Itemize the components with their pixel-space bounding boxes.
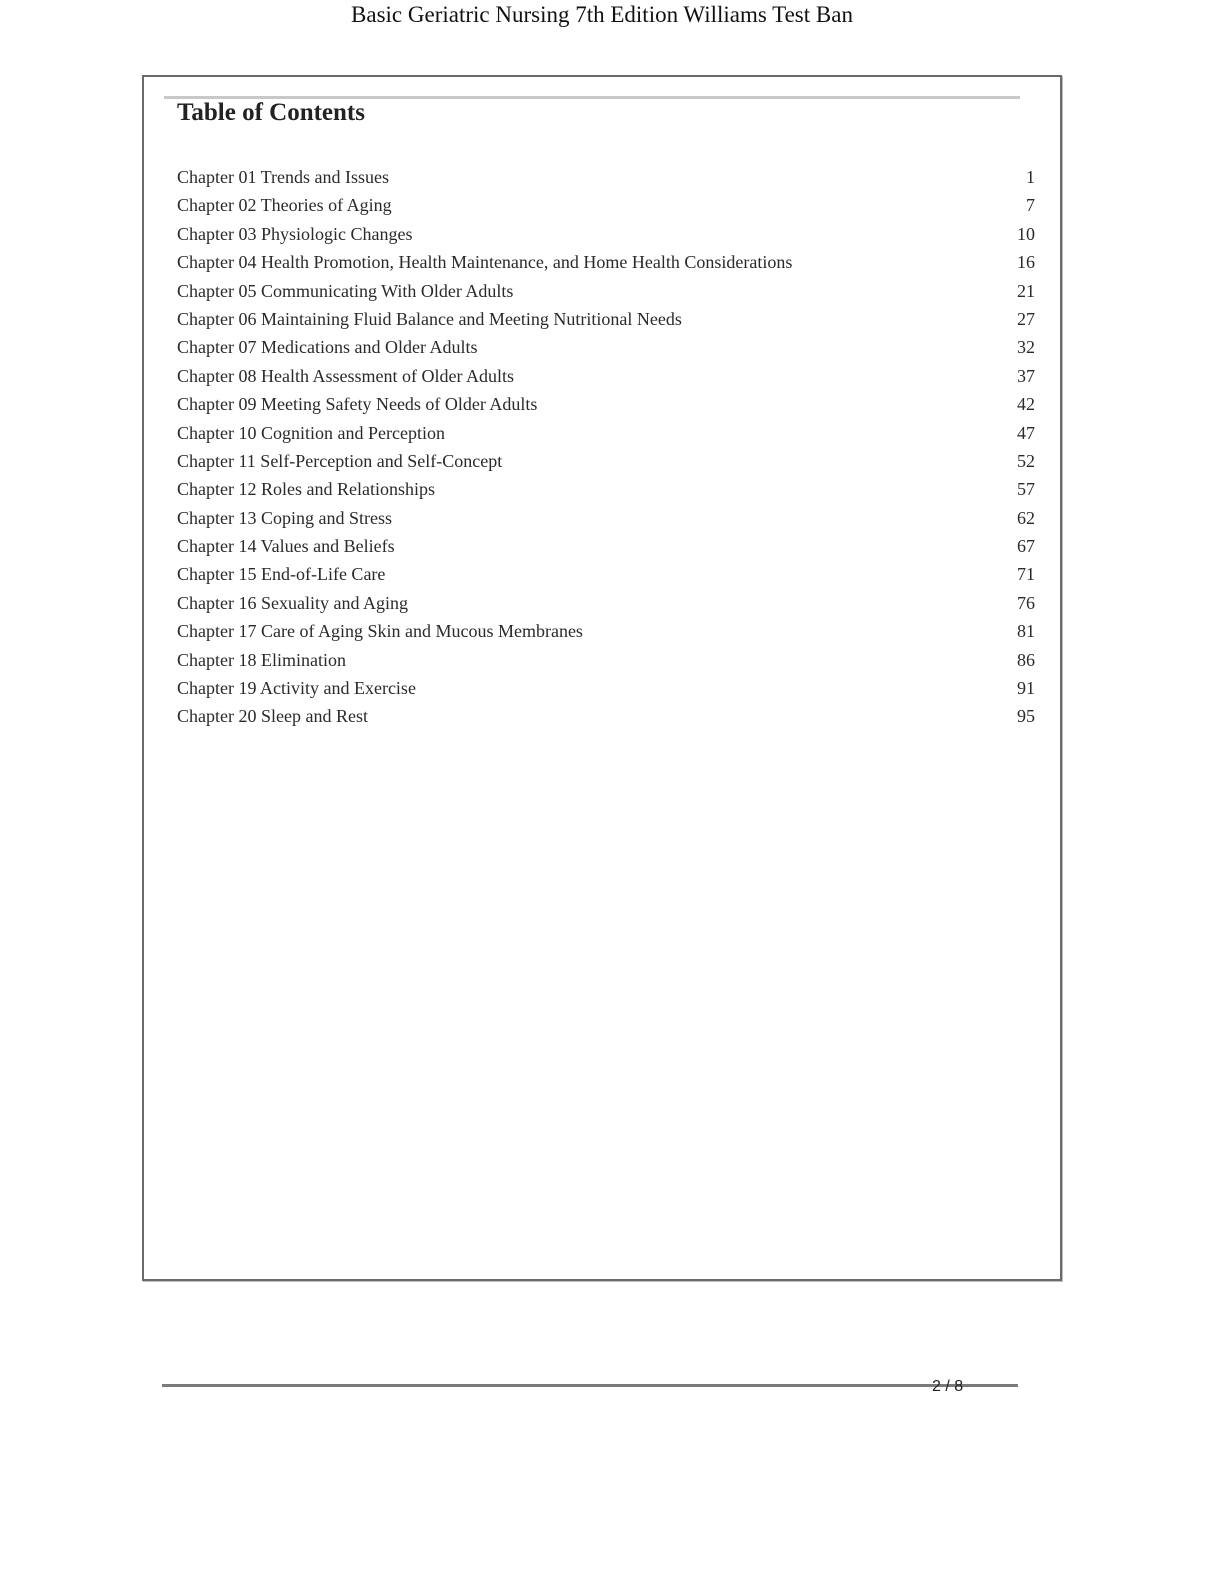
footer-rule <box>162 1384 1018 1387</box>
toc-entry[interactable] <box>177 650 1035 678</box>
toc-entry[interactable] <box>177 678 1035 706</box>
toc-list <box>177 167 1035 735</box>
toc-entry[interactable] <box>177 309 1035 337</box>
toc-entry-label: Chapter 20 Sleep and Rest <box>177 706 368 727</box>
toc-entry-label: Chapter 09 Meeting Safety Needs of Older Adults <box>177 394 538 415</box>
toc-entry[interactable] <box>177 706 1035 734</box>
toc-entry-page: 91 <box>1017 678 1035 699</box>
toc-entry-page: 21 <box>1017 280 1035 301</box>
toc-entry-page: 37 <box>1017 365 1035 386</box>
toc-entry-page: 42 <box>1017 394 1035 415</box>
toc-entry[interactable] <box>177 167 1035 195</box>
toc-entry-label: Chapter 17 Care of Aging Skin and Mucous Membranes <box>177 621 583 642</box>
toc-entry[interactable] <box>177 451 1035 479</box>
toc-entry-page: 7 <box>1026 195 1035 216</box>
toc-entry-label: Chapter 11 Self-Perception and Self-Concept <box>177 450 503 471</box>
toc-entry-label: Chapter 06 Maintaining Fluid Balance and Meeting Nutritional Needs <box>177 308 682 329</box>
toc-entry[interactable] <box>177 394 1035 422</box>
toc-entry-page: 71 <box>1017 564 1035 585</box>
toc-entry-label: Chapter 03 Physiologic Changes <box>177 223 413 244</box>
toc-entry[interactable] <box>177 593 1035 621</box>
toc-entry[interactable] <box>177 564 1035 592</box>
toc-entry-page: 86 <box>1017 649 1035 670</box>
toc-entry[interactable] <box>177 195 1035 223</box>
toc-entry-label: Chapter 14 Values and Beliefs <box>177 536 395 557</box>
toc-entry-label: Chapter 05 Communicating With Older Adults <box>177 280 514 301</box>
toc-entry-label: Chapter 02 Theories of Aging <box>177 195 392 216</box>
toc-entry[interactable] <box>177 621 1035 649</box>
toc-entry-page: 67 <box>1017 536 1035 557</box>
toc-entry-page: 57 <box>1017 479 1035 500</box>
toc-entry-page: 27 <box>1017 308 1035 329</box>
toc-entry-page: 76 <box>1017 592 1035 613</box>
toc-entry-page: 62 <box>1017 507 1035 528</box>
toc-entry-label: Chapter 15 End-of-Life Care <box>177 564 386 585</box>
toc-entry-page: 81 <box>1017 621 1035 642</box>
page-indicator: 2 / 8 <box>932 1378 964 1395</box>
page-indicator-clip <box>932 1378 982 1396</box>
toc-entry-page: 95 <box>1017 706 1035 727</box>
page-frame <box>142 75 1062 1281</box>
toc-entry[interactable] <box>177 366 1035 394</box>
toc-entry-page: 52 <box>1017 450 1035 471</box>
toc-entry-page: 47 <box>1017 422 1035 443</box>
toc-entry-label: Chapter 10 Cognition and Perception <box>177 422 445 443</box>
toc-entry-label: Chapter 16 Sexuality and Aging <box>177 592 408 613</box>
toc-entry-page: 10 <box>1017 223 1035 244</box>
toc-title: Table of Contents <box>177 99 365 126</box>
toc-entry-label: Chapter 07 Medications and Older Adults <box>177 337 478 358</box>
toc-entry-label: Chapter 08 Health Assessment of Older Adults <box>177 365 514 386</box>
toc-entry-label: Chapter 12 Roles and Relationships <box>177 479 435 500</box>
toc-entry[interactable] <box>177 224 1035 252</box>
toc-entry-page: 16 <box>1017 252 1035 273</box>
toc-entry-label: Chapter 18 Elimination <box>177 649 346 670</box>
toc-entry-label: Chapter 13 Coping and Stress <box>177 507 392 528</box>
toc-entry[interactable] <box>177 479 1035 507</box>
toc-entry-label: Chapter 01 Trends and Issues <box>177 167 389 187</box>
toc-entry-label: Chapter 04 Health Promotion, Health Maintenance, and Home Health Considerations <box>177 252 793 273</box>
toc-entry[interactable] <box>177 508 1035 536</box>
toc-entry[interactable] <box>177 423 1035 451</box>
toc-entry[interactable] <box>177 281 1035 309</box>
toc-entry[interactable] <box>177 252 1035 280</box>
toc-entry-page: 1 <box>1026 167 1035 187</box>
toc-entry-label: Chapter 19 Activity and Exercise <box>177 678 416 699</box>
toc-entry-page: 32 <box>1017 337 1035 358</box>
toc-entry[interactable] <box>177 337 1035 365</box>
toc-entry[interactable] <box>177 536 1035 564</box>
document-header-title: Basic Geriatric Nursing 7th Edition Williams Test Ban <box>351 2 853 27</box>
